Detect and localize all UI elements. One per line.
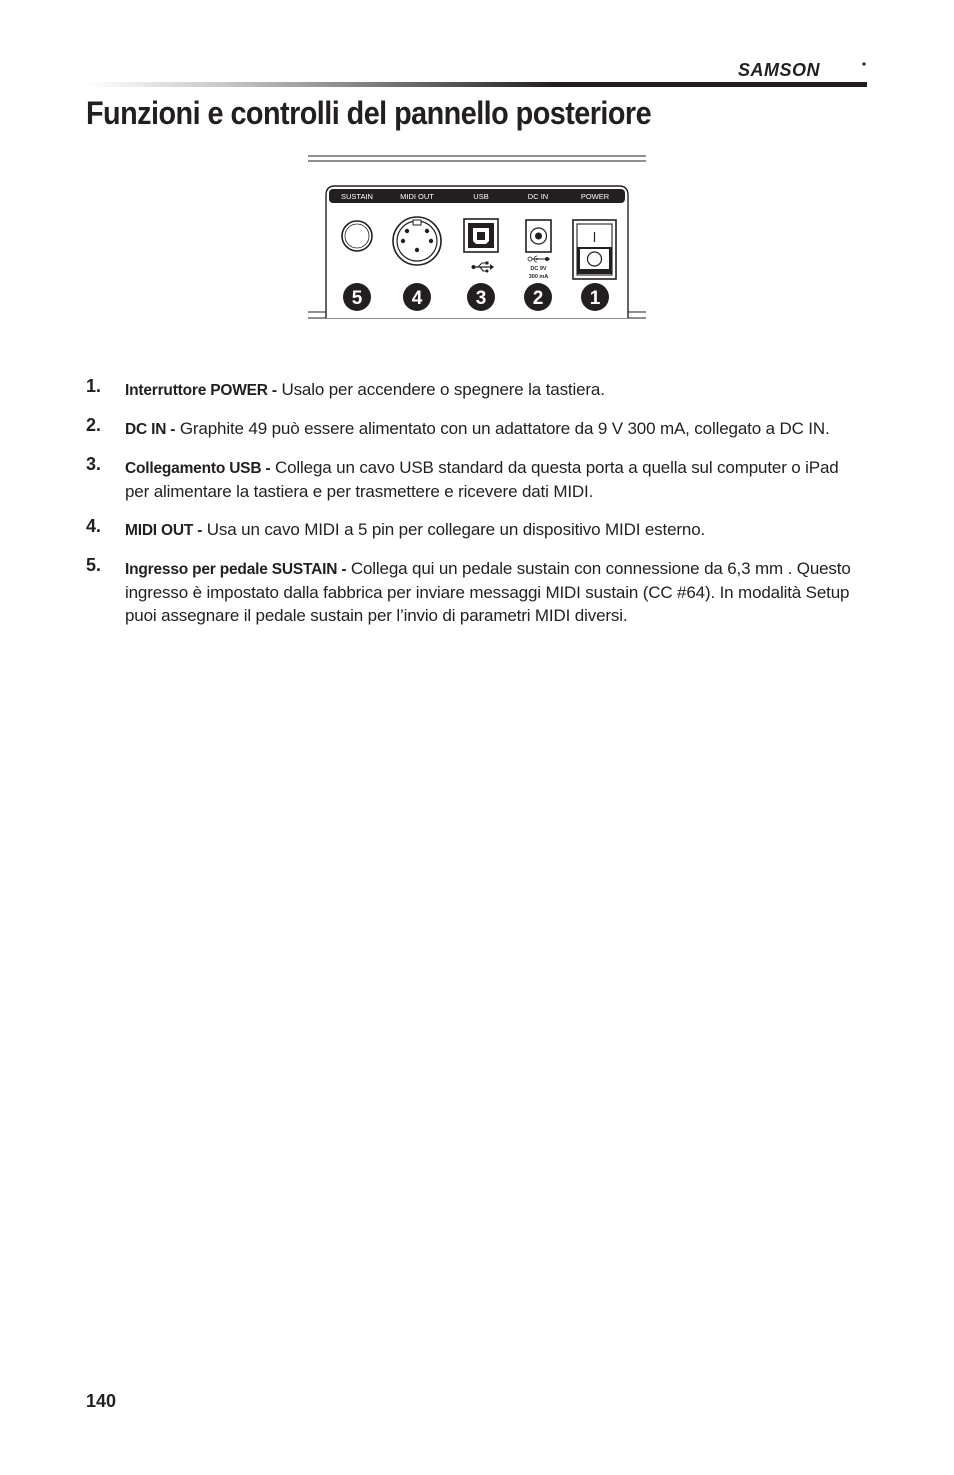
feature-list: [86, 378, 866, 627]
label-dc-in: DC IN: [527, 192, 549, 201]
item-term: Ingresso per pedale SUSTAIN -: [125, 561, 347, 578]
list-item: [86, 518, 866, 542]
callout-1: [581, 283, 609, 311]
label-usb: USB: [473, 192, 489, 201]
item-number: 3.: [86, 454, 101, 474]
item-text: Collega qui un pedale sustain con connessione da 6,3 mm . Questo ingresso è impostato dalla fabbrica per inviare messaggi MIDI sustain (CC #64). In modalità Setup puoi assegnare il pedale sustain per l’invio di parametri MIDI diversi.: [125, 559, 851, 625]
samson-logo: [736, 58, 867, 80]
callout-2-label: 2: [532, 288, 544, 309]
sustain-jack-icon: [342, 221, 372, 251]
registered-mark-icon: [862, 62, 865, 65]
dc-spec-voltage: DC 9V: [530, 266, 547, 272]
callout-4: [403, 283, 431, 311]
page-title: Funzioni e controlli del pannello posteriore: [86, 95, 652, 131]
power-switch-icon: [573, 220, 616, 279]
list-item: [86, 417, 866, 441]
label-midi-out: MIDI OUT: [400, 192, 434, 201]
item-number: 1.: [86, 376, 101, 396]
item-term: Interruttore POWER -: [125, 382, 277, 399]
rear-panel-diagram: [306, 152, 648, 322]
item-term: Collegamento USB -: [125, 460, 271, 477]
callout-5: [343, 283, 371, 311]
callout-3-label: 3: [475, 288, 487, 309]
callout-2: [524, 283, 552, 311]
dc-spec-current: 300 mA: [528, 274, 549, 280]
item-text: Collega un cavo USB standard da questa porta a quella sul computer o iPad per alimentare la tastiera e per trasmettere e ricevere dati MIDI.: [125, 458, 839, 501]
logo-wordmark: SAMSON: [738, 60, 821, 80]
list-item: [86, 557, 866, 627]
item-term: DC IN -: [125, 421, 176, 438]
callout-1-label: 1: [589, 288, 601, 309]
item-text: Graphite 49 può essere alimentato con un adattatore da 9 V 300 mA, collegato a DC IN.: [179, 419, 830, 438]
item-number: 5.: [86, 555, 101, 575]
item-number: 2.: [86, 415, 101, 435]
label-power: POWER: [580, 192, 610, 201]
list-item: [86, 456, 866, 503]
item-term: MIDI OUT -: [125, 522, 203, 539]
item-text: Usalo per accendere o spegnere la tastiera.: [281, 380, 605, 399]
callout-3: [467, 283, 495, 311]
callout-4-label: 4: [411, 288, 423, 309]
item-text: Usa un cavo MIDI a 5 pin per collegare un dispositivo MIDI esterno.: [206, 520, 706, 539]
label-sustain: SUSTAIN: [341, 192, 373, 201]
midi-din-port-icon: [393, 217, 441, 265]
page-number: 140: [86, 1391, 117, 1411]
callout-5-label: 5: [351, 288, 363, 309]
list-item: [86, 378, 866, 402]
item-number: 4.: [86, 516, 101, 536]
header-rule: [86, 82, 867, 87]
usb-b-port-icon: [464, 219, 498, 252]
dc-jack-icon: [526, 220, 551, 252]
